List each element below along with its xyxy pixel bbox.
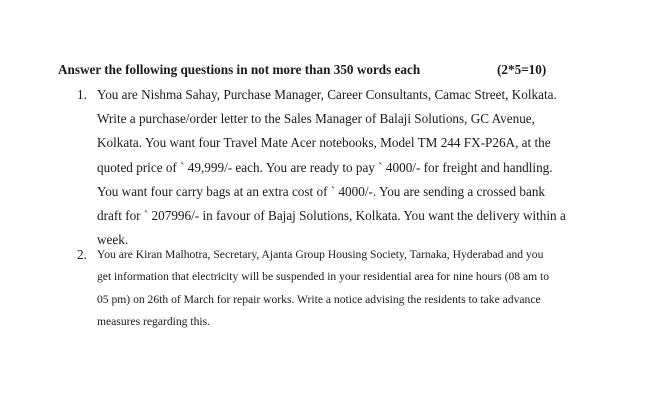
question-2-line: You are Kiran Malhotra, Secretary, Ajanta Group Housing Society, Tarnaka, Hyderabad and you: [97, 248, 544, 261]
question-1-line: Write a purchase/order letter to the Sales Manager of Balaji Solutions, GC Avenue,: [97, 111, 535, 127]
question-2-line: 05 pm) on 26th of March for repair works. Write a notice advising the residents to take advance: [97, 292, 541, 306]
question-1-line: You want four carry bags at an extra cost of ` 4000/-. You are sending a crossed bank: [97, 183, 546, 199]
question-1-line: Kolkata. You want four Travel Mate Acer notebooks, Model TM 244 FX-P26A, at the: [97, 135, 551, 151]
question-1-line: draft for ` 207996/- in favour of Bajaj Solutions, Kolkata. You want the delivery within a: [97, 208, 566, 224]
question-number-1: 1.: [77, 87, 87, 102]
question-2-line: get information that electricity will be suspended in your residential area for nine hours (08 am to: [97, 270, 550, 284]
question-1-line: You are Nishma Sahay, Purchase Manager, Career Consultants, Camac Street, Kolkata.: [97, 87, 557, 102]
question-2-text: [97, 244, 587, 333]
question-1-line: quoted price of ` 49,999/- each. You are ready to pay ` 4000/- for freight and handling.: [97, 159, 553, 175]
question-number-2: 2.: [77, 247, 87, 262]
marks-allocation: (2*5=10): [497, 62, 547, 77]
question-2-line: measures regarding this.: [97, 314, 211, 328]
heading-text: Answer the following questions in not more than 350 words each: [58, 62, 421, 77]
question-1-text: [97, 83, 575, 252]
question-1-line: week.: [97, 232, 129, 248]
section-heading: [58, 61, 558, 79]
